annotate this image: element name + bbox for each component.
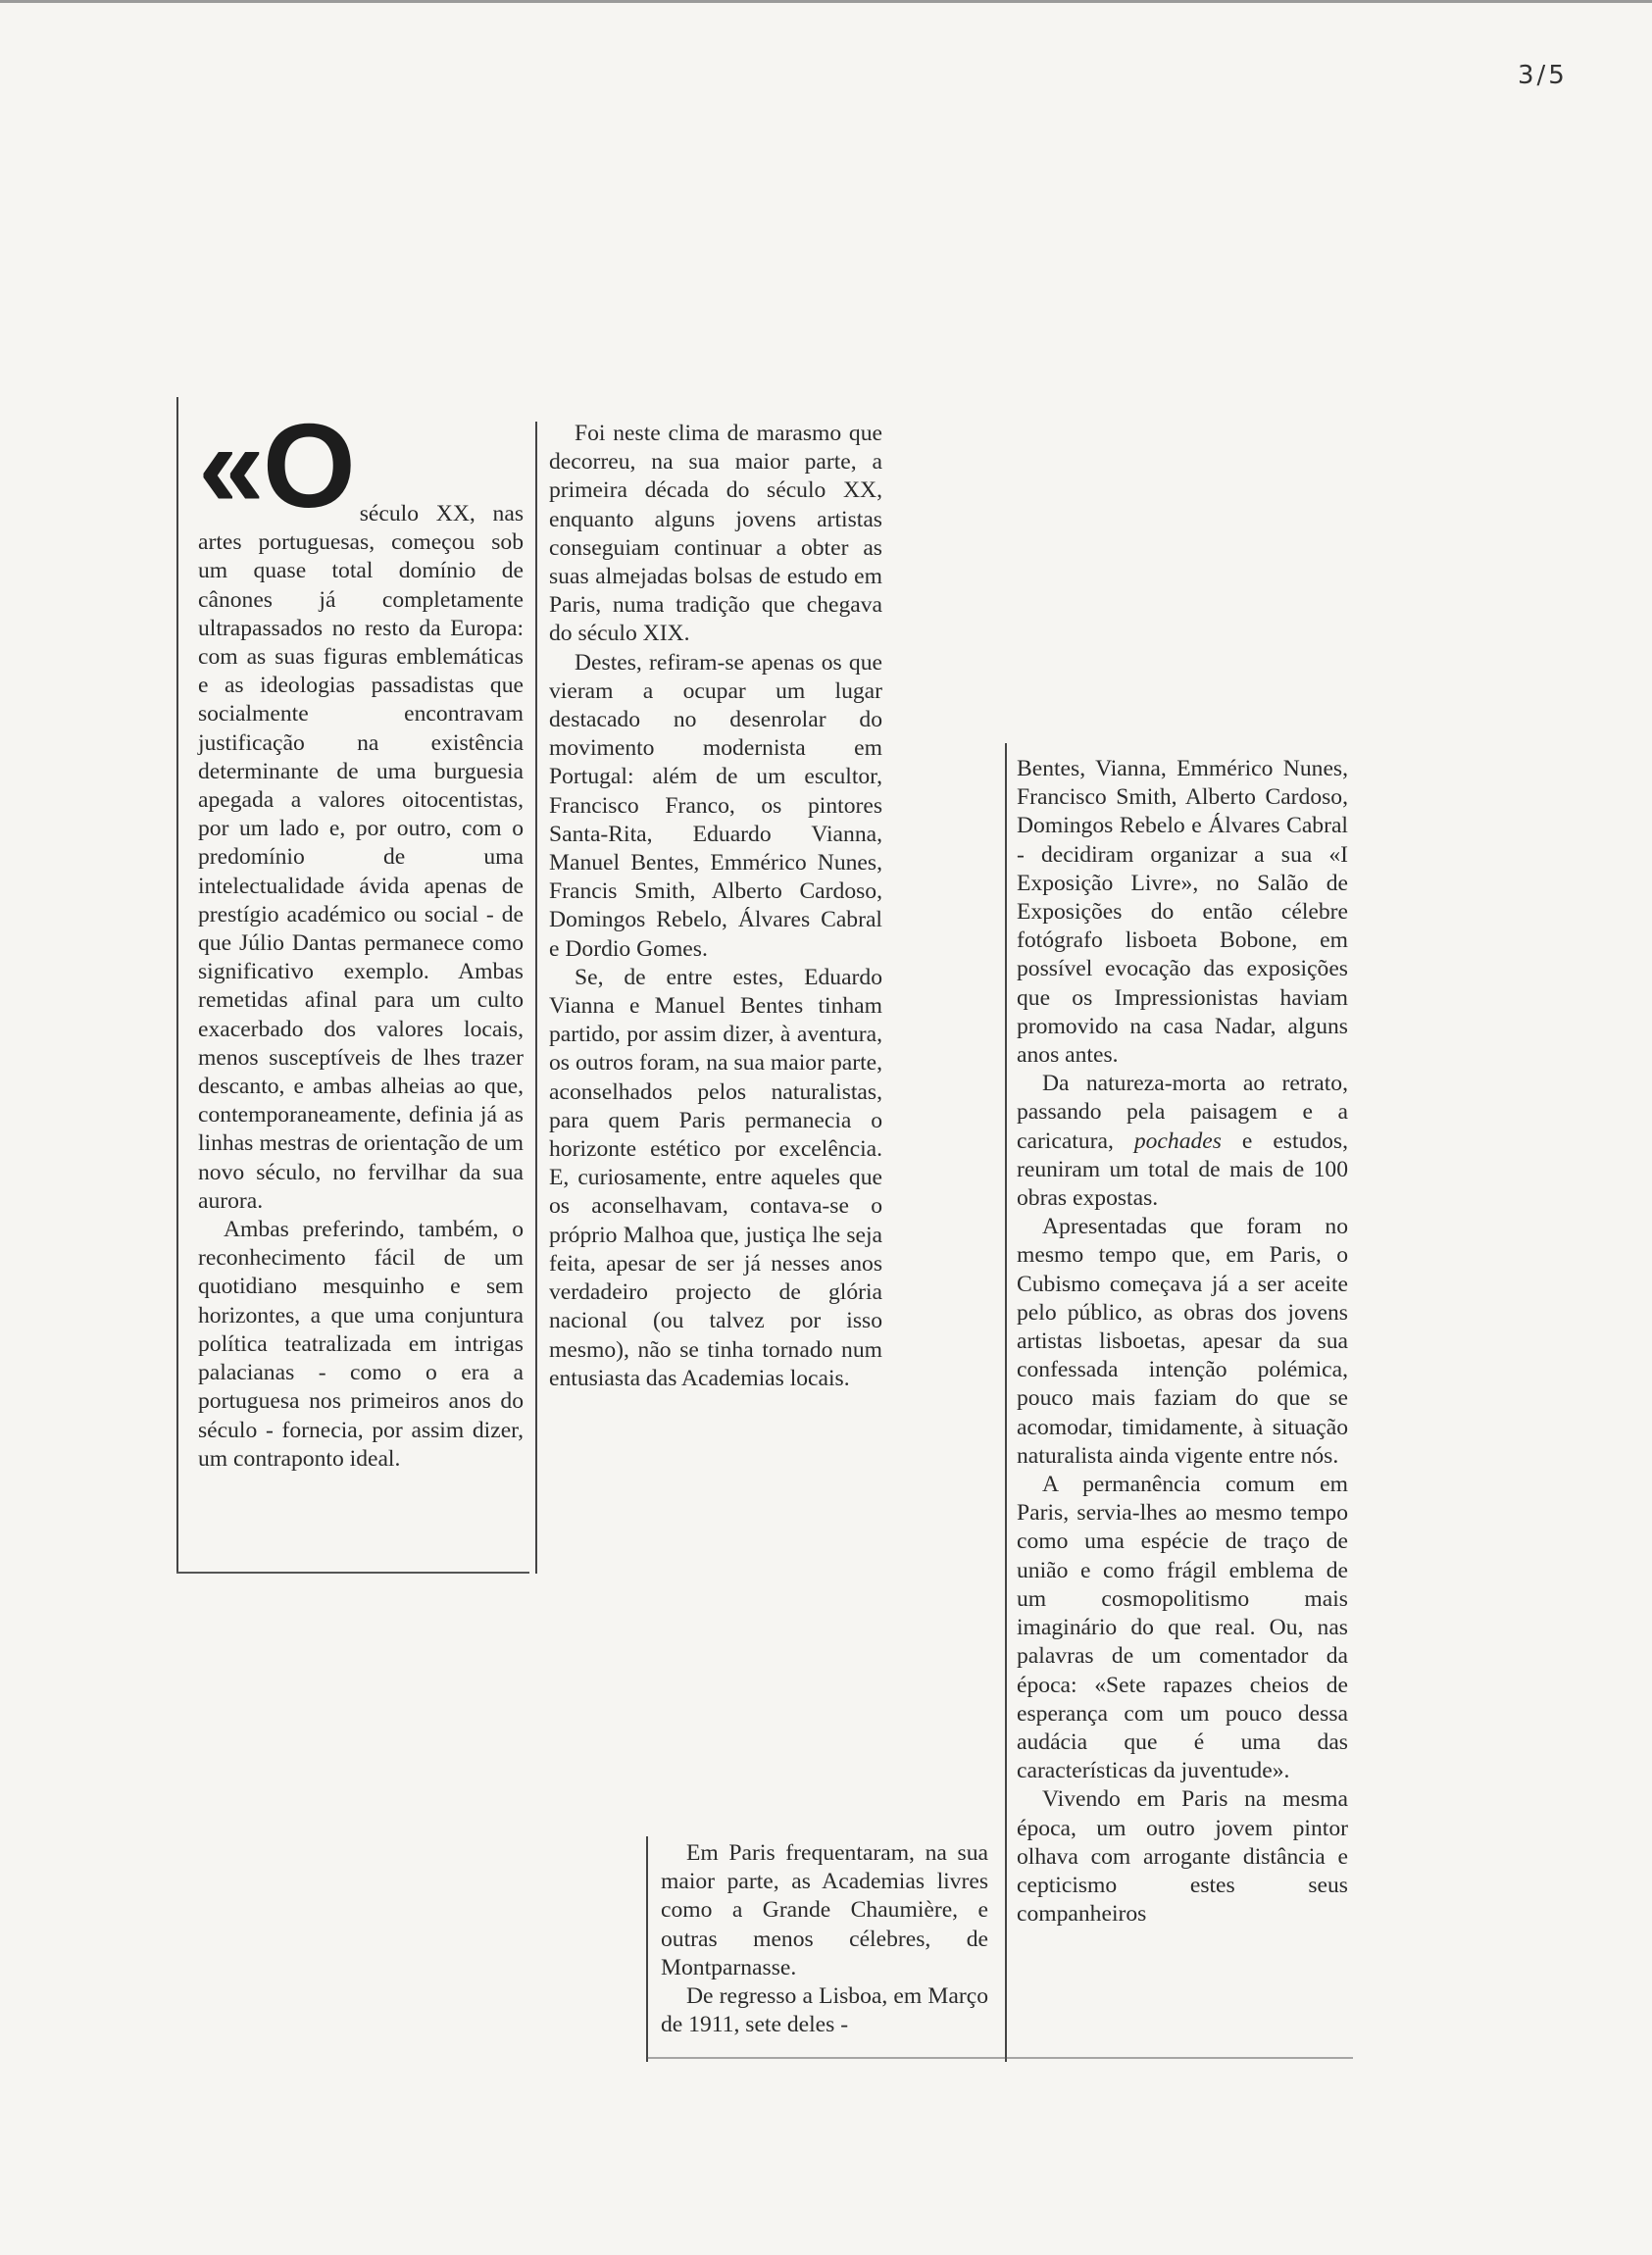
column-rule (646, 1836, 648, 2062)
paragraph: Apresentadas que foram no mesmo tempo que, em Paris, o Cubismo começava já a ser aceite pelo público, as obras dos jovens artistas lisboetas, apesar da sua confessada intenção polémica, pouco mais faziam do que se acomodar, timidamente, à situação naturalista ainda vigente entre nós. (1017, 1214, 1348, 1469)
paragraph: Bentes, Vianna, Emmérico Nunes, Francisco Smith, Alberto Cardoso, Domingos Rebelo e Álvares Cabral - decidiram organizar a sua «I Exposição Livre», no Salão de Exposições do então célebre fotógrafo lisboeta Bobone, em possível evocação das exposições que os Impressionistas haviam promovido na casa Nadar, alguns anos antes. (1017, 756, 1348, 1069)
paragraph: A permanência comum em Paris, servia-lhes ao mesmo tempo como uma espécie de traço de união e como frágil emblema de um cosmopolitismo mais imaginário do que real. Ou, nas palavras de um comentador da época: «Sete rapazes cheios de esperança com um pouco dessa audácia que é uma das características da juventude». (1017, 1472, 1348, 1784)
article-column-2 (549, 420, 882, 1393)
column-bottom-rule (176, 1572, 529, 1574)
page-number: 3/5 (1518, 61, 1568, 90)
column-bottom-rule (647, 2057, 1353, 2059)
column-rule (1005, 743, 1007, 2062)
lead-paragraph: século XX, nas artes portuguesas, começou sob um quase total domínio de cânones já completamente ultrapassados no resto da Europa: com as suas figuras emblemáticas e as ideologias passadistas que socialmente encontravam justificação na existência determinante de uma burguesia apegada a valores oitocentistas, por um lado e, por outro, com o predomínio de uma intelectualidade ávida apenas de prestígio académico ou social - de que Júlio Dantas permanece como significativo exemplo. Ambas remetidas afinal para um culto exacerbado dos valores locais, menos susceptíveis de lhes trazer descanto, e ambas alheias ao que, contemporaneamente, definia já as linhas mestras de orientação de um novo século, no fervilhar da sua aurora. (198, 501, 524, 1214)
paragraph: Em Paris frequentaram, na sua maior parte, as Academias livres como a Grande Chaumière, e outras menos célebres, de Montparnasse. (661, 1840, 988, 1980)
column-rule (176, 397, 178, 1574)
article-column-1 (198, 399, 524, 1474)
paragraph: Da natureza-morta ao retrato, passando pela paisagem e a caricatura, pochades e estudos, reuniram um total de mais de 100 obras expostas. (1017, 1071, 1348, 1212)
paragraph: Ambas preferindo, também, o reconhecimento fácil de um quotidiano mesquinho e sem horizontes, a que uma conjuntura política teatralizada em intrigas palacianas - como o era a portuguesa nos primeiros anos do século - fornecia, por assim dizer, um contraponto ideal. (198, 1217, 524, 1472)
article-column-4 (1017, 755, 1348, 1929)
paragraph: Vivendo em Paris na mesma época, um outro jovem pintor olhava com arrogante distância e cepticismo estes seus companheiros (1017, 1786, 1348, 1928)
paragraph: Foi neste clima de marasmo que decorreu, na sua maior parte, a primeira década do século XX, enquanto alguns jovens artistas conseguiam continuar a obter as suas almejadas bolsas de estudo em Paris, numa tradição que chegava do século XIX. (549, 421, 882, 647)
paragraph: De regresso a Lisboa, em Março de 1911, sete deles - (661, 1983, 988, 2038)
scan-top-edge (0, 0, 1652, 3)
paragraph: Destes, refiram-se apenas os que vieram a ocupar um lugar destacado no desenrolar do movimento modernista em Portugal: além de um escultor, Francisco Franco, os pintores Santa-Rita, Eduardo Vianna, Manuel Bentes, Emmérico Nunes, Francis Smith, Alberto Cardoso, Domingos Rebelo, Álvares Cabral e Dordio Gomes. (549, 649, 882, 962)
paragraph: Se, de entre estes, Eduardo Vianna e Manuel Bentes tinham partido, por assim dizer, à aventura, os outros foram, na sua maior parte, aconselhados pelos naturalistas, para quem Paris permanecia o horizonte estético por excelência. E, curiosamente, entre aqueles que os aconselhavam, contava-se o próprio Malhoa que, justiça lhe seja feita, apesar de ser já nesses anos verdadeiro projecto de glória nacional (ou talvez por isso mesmo), não se tinha tornado num entusiasta das Academias locais. (549, 964, 882, 1391)
article-column-3 (661, 1839, 988, 2039)
column-rule (535, 422, 537, 1574)
drop-cap: «O (198, 399, 354, 532)
